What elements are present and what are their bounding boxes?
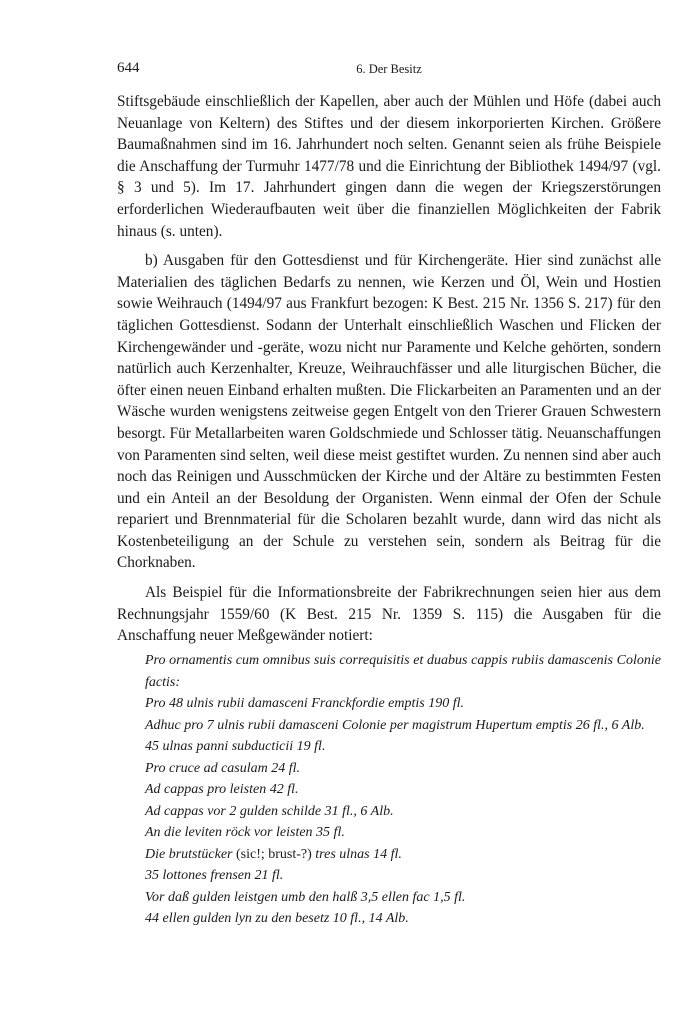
paragraph-2: b) Ausgaben für den Gottesdienst und für Kirchengeräte. Hier sind zunächst alle Materialien des täglichen Bedarfs zu nennen, wie Kerzen und Öl, Wein und Hostien sowie Weihrauch (1494/97 aus Frankfurt bezogen: K Best. 215 Nr. 1356 S. 217) für den täglichen Gottesdienst. Sodann der Unterhalt einschließlich Waschen und Flicken der Kirchengewänder und -geräte, wozu nicht nur Paramente und Kelche gehörten, sondern natürlich auch Kerzenhalter, Kreuze, Weihrauchfässer und alle liturgischen Bücher, die öfter einen neuen Einband erhalten mußten. Die Flickarbeiten an Paramenten und an der Wäsche wurden wenigstens zeitweise gegen Entgelt von den Trierer Grauen Schwestern besorgt. Für Metallarbeiten waren Goldschmiede und Schlosser tätig. Neuanschaffungen von Paramenten sind selten, weil diese meist gestiftet wurden. Zu nennen sind aber auch noch das Reinigen und Ausschmücken der Kirche und der Altäre zu bestimmten Festen und ein Anteil an der Besoldung der Organisten. Wenn einmal der Ofen der Schule repariert und Brennmaterial für die Scholaren bezahlt wurde, dann wird das nicht als Kostenbeteiligung an der Schule zu verstehen sein, sondern als Beitrag für die Chorknaben.: [117, 252, 661, 572]
page-header: [117, 60, 661, 80]
expense-line: Ad cappas pro leisten 42 fl.: [145, 782, 299, 797]
page-number: 644: [117, 60, 140, 76]
body-text: [117, 91, 661, 647]
expense-line: 45 ulnas panni subducticii 19 fl.: [145, 739, 326, 754]
expense-line: Pro 48 ulnis rubii damasceni Franckfordie emptis 190 fl.: [145, 696, 464, 711]
expense-line: Adhuc pro 7 ulnis rubii damasceni Colonie per magistrum Hupertum emptis 26 fl., 6 Alb.: [145, 717, 645, 733]
running-title: 6. Der Besitz: [356, 62, 422, 76]
expense-list: [117, 650, 661, 930]
expense-line: Vor daß gulden leistgen umb den halß 3,5 ellen fac 1,5 fl.: [145, 889, 466, 905]
editorial-note: (sic!; brust-?): [232, 846, 316, 862]
expense-heading: Pro ornamentis cum omnibus suis correquisitis et duabus cappis rubiis damascenis Colonie factis:: [145, 653, 661, 690]
paragraph-1: Stiftsgebäude einschließlich der Kapellen, aber auch der Mühlen und Höfe (dabei auch Neuanlage von Keltern) des Stiftes und der diesem inkorporierten Kirchen. Größere Baumaßnahmen sind im 16. Jahrhundert noch selten. Genannt seien als frühe Beispiele die Anschaffung der Turmuhr 1477/78 und die Einrichtung der Bibliothek 1494/97 (vgl. § 3 und 5). Im 17. Jahrhundert gingen dann die wegen der Kriegszerstörungen erforderlichen Wiederaufbauten weit über die finanziellen Möglichkeiten der Fabrik hinaus (s. unten).: [117, 93, 661, 240]
expense-line-part: tres ulnas 14 fl.: [315, 846, 402, 862]
paragraph-3: Als Beispiel für die Informationsbreite der Fabrikrechnungen seien hier aus dem Rechnungsjahr 1559/60 (K Best. 215 Nr. 1359 S. 115) die Ausgaben für die Anschaffung neuer Meßgewänder notiert:: [117, 584, 661, 645]
expense-line: 44 ellen gulden lyn zu den besetz 10 fl., 14 Alb.: [145, 911, 409, 926]
expense-line: 35 lottones frensen 21 fl.: [145, 868, 284, 883]
expense-line: An die leviten röck vor leisten 35 fl.: [145, 825, 345, 840]
expense-line: Ad cappas vor 2 gulden schilde 31 fl., 6 Alb.: [145, 803, 394, 819]
expense-line: Pro cruce ad casulam 24 fl.: [145, 760, 301, 776]
expense-line-part: Die brutstücker: [145, 846, 233, 862]
expense-line: [117, 844, 661, 866]
